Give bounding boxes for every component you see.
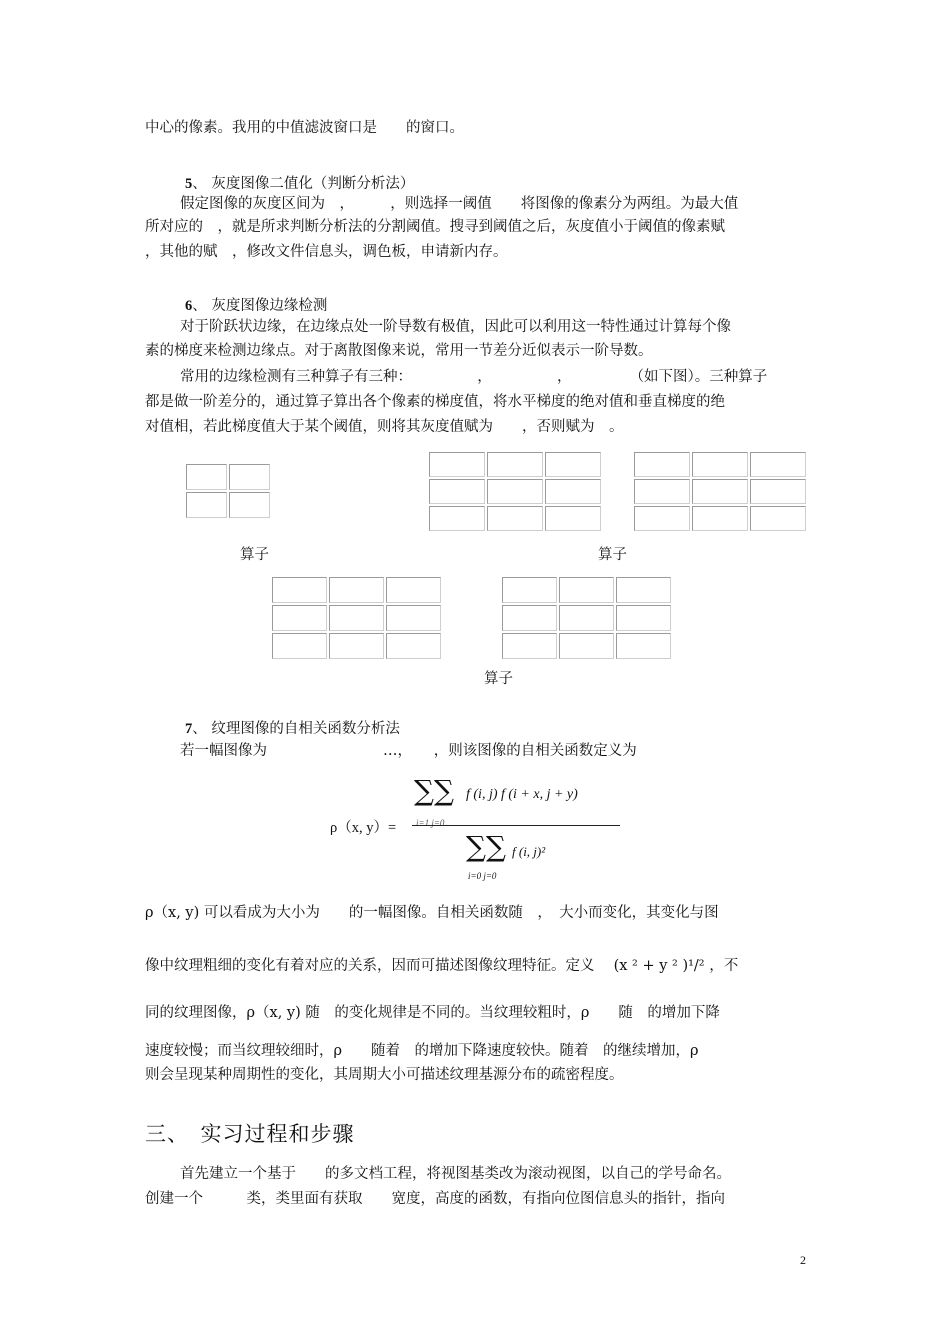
grid-cell	[545, 452, 601, 477]
grid-cell	[502, 633, 557, 659]
grid-cell	[487, 479, 543, 504]
grid-cell	[545, 479, 601, 504]
section7-heading: 7、 纹理图像的自相关函数分析法	[185, 721, 400, 737]
grid-cell	[272, 605, 327, 631]
grid-cell	[750, 479, 806, 504]
grid-cell	[386, 605, 441, 631]
operator-grid-3x3-a	[427, 450, 603, 533]
grid-cell	[750, 452, 806, 477]
operator-label-2: 算子	[598, 547, 627, 563]
operator-grid-3x3-c	[270, 575, 443, 661]
grid-cell	[502, 605, 557, 631]
section7-number: 7	[185, 721, 193, 737]
intro-line: 中心的像素。我用的中值滤波窗口是 的窗口。	[145, 120, 464, 136]
grid-cell	[186, 492, 227, 518]
formula-denominator: f (i, j)²	[512, 844, 546, 859]
grid-cell	[750, 506, 806, 531]
grid-cell	[329, 633, 384, 659]
sum-symbol-denominator: ∑∑	[466, 830, 506, 863]
section7-para-4: 速度较慢；而当纹理较细时，ρ 随着 的增加下降速度较快。随着 的继续增加，ρ	[145, 1043, 699, 1059]
sum-symbol-numerator: ∑∑	[414, 774, 454, 807]
operator-label-3: 算子	[484, 671, 513, 687]
section6-line-5: 对值相，若此梯度值大于某个阈值，则将其灰度值赋为 ，否则赋为 。	[145, 419, 624, 435]
part3-line-2: 创建一个 类，类里面有获取 宽度，高度的函数，有指向位图信息头的指针，指向	[145, 1191, 725, 1207]
grid-cell	[559, 577, 614, 603]
section5-line-2: 所对应的 ，就是所求判断分析法的分割阈值。搜寻到阈值之后，灰度值小于阈值的像素赋	[145, 219, 725, 235]
section5-line-1: 假定图像的灰度区间为 ， ，则选择一阈值 将图像的像素分为两组。为最大值	[180, 196, 739, 212]
grid-cell	[386, 577, 441, 603]
section5-number: 5	[185, 176, 193, 192]
grid-cell	[272, 577, 327, 603]
grid-cell	[229, 464, 270, 490]
section7-para-1: ρ（x, y) 可以看成为大小为 的一幅图像。自相关函数随 ， 大小而变化，其变化与图	[145, 905, 719, 921]
section6-line-3: 常用的边缘检测有三种算子有三种： ， ， （如下图）。三种算子	[180, 369, 768, 385]
section6-heading: 6、 灰度图像边缘检测	[185, 298, 328, 314]
grid-cell	[616, 633, 671, 659]
section6-line-1: 对于阶跃状边缘，在边缘点处一阶导数有极值，因此可以利用这一特性通过计算每个像	[180, 319, 731, 335]
formula-numerator-limits: i=1 j=0	[416, 818, 445, 828]
operator-grid-3x3-d	[500, 575, 673, 661]
grid-cell	[634, 506, 690, 531]
formula-numerator: f (i, j) f (i + x, j + y)	[466, 787, 578, 802]
grid-cell	[429, 506, 485, 531]
grid-cell	[186, 464, 227, 490]
grid-cell	[559, 605, 614, 631]
page-number: 2	[800, 1253, 806, 1267]
grid-cell	[329, 577, 384, 603]
grid-cell	[616, 605, 671, 631]
fraction-bar	[412, 825, 620, 826]
grid-cell	[616, 577, 671, 603]
grid-cell	[229, 492, 270, 518]
grid-cell	[329, 605, 384, 631]
section6-line-4: 都是做一阶差分的，通过算子算出各个像素的梯度值，将水平梯度的绝对值和垂直梯度的绝	[145, 394, 725, 410]
formula-lhs: ρ（x, y）=	[330, 820, 397, 836]
section6-number: 6	[185, 298, 193, 314]
grid-cell	[634, 452, 690, 477]
grid-cell	[559, 633, 614, 659]
section7-para-5: 则会呈现某种周期性的变化，其周期大小可描述纹理基源分布的疏密程度。	[145, 1067, 624, 1083]
part3-line-1: 首先建立一个基于 的多文档工程，将视图基类改为滚动视图，以自己的学号命名。	[180, 1166, 731, 1182]
part3-heading: 三、 实习过程和步骤	[145, 1122, 355, 1146]
grid-cell	[692, 479, 748, 504]
section7-para-3: 同的纹理图像，ρ（x, y) 随 的变化规律是不同的。当纹理较粗时，ρ 随 的增加下降	[145, 1005, 720, 1021]
operator-label-1: 算子	[240, 547, 269, 563]
grid-cell	[692, 452, 748, 477]
section5-heading: 5、 灰度图像二值化（判断分析法）	[185, 176, 415, 192]
grid-cell	[487, 452, 543, 477]
formula-denominator-limits: i=0 j=0	[468, 871, 497, 881]
grid-cell	[272, 633, 327, 659]
section5-line-3: ，其他的赋 ，修改文件信息头，调色板，申请新内存。	[145, 244, 508, 260]
grid-cell	[502, 577, 557, 603]
grid-cell	[386, 633, 441, 659]
grid-cell	[692, 506, 748, 531]
section7-para-2: 像中纹理粗细的变化有着对应的关系，因而可描述图像纹理特征。定义 (x ² + y ² )¹/² ，不	[145, 958, 739, 974]
grid-cell	[429, 452, 485, 477]
grid-cell	[487, 506, 543, 531]
grid-cell	[429, 479, 485, 504]
operator-grid-2x2	[184, 462, 272, 520]
section6-line-2: 素的梯度来检测边缘点。对于离散图像来说，常用一节差分近似表示一阶导数。	[145, 343, 653, 359]
section7-line-1: 若一幅图像为 …， ，则该图像的自相关函数定义为	[180, 743, 637, 759]
grid-cell	[545, 506, 601, 531]
grid-cell	[634, 479, 690, 504]
operator-grid-3x3-b	[632, 450, 808, 533]
